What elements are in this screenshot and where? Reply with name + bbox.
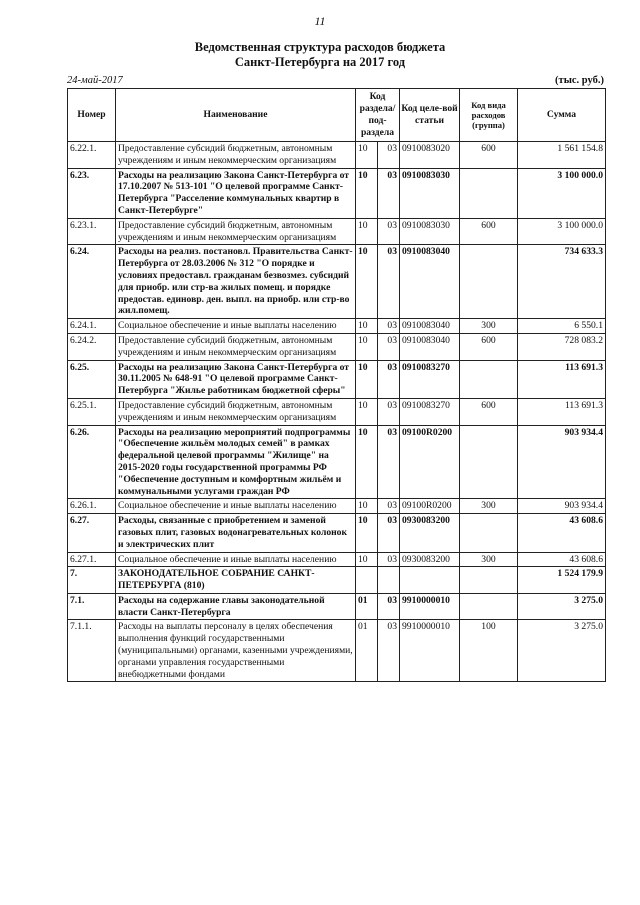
header-name: Наименование xyxy=(116,89,356,142)
row-target-code: 0910083270 xyxy=(400,360,460,398)
table-row xyxy=(68,218,606,245)
row-expense-kind xyxy=(460,593,518,620)
header-sum: Сумма xyxy=(518,89,606,142)
row-podrazdel: 03 xyxy=(378,552,400,567)
row-razdel: 01 xyxy=(356,620,378,682)
row-expense-kind: 600 xyxy=(460,333,518,360)
row-razdel: 10 xyxy=(356,398,378,425)
row-name: Социальное обеспечение и иные выплаты населению xyxy=(116,319,356,334)
row-podrazdel: 03 xyxy=(378,360,400,398)
row-target-code: 0910083020 xyxy=(400,142,460,169)
row-name: Социальное обеспечение и иные выплаты населению xyxy=(116,552,356,567)
row-target-code: 0930083200 xyxy=(400,514,460,552)
row-number: 6.22.1. xyxy=(68,142,116,169)
row-podrazdel: 03 xyxy=(378,319,400,334)
header-target: Код целе-вой статьи xyxy=(400,89,460,142)
row-razdel: 10 xyxy=(356,168,378,218)
header-number: Номер xyxy=(68,89,116,142)
row-sum: 43 608.6 xyxy=(518,552,606,567)
row-expense-kind xyxy=(460,245,518,319)
row-sum: 3 100 000.0 xyxy=(518,168,606,218)
row-razdel: 10 xyxy=(356,425,378,499)
row-target-code xyxy=(400,567,460,594)
title-line-2: Санкт-Петербурга на 2017 год xyxy=(234,55,406,69)
row-sum: 1 561 154.8 xyxy=(518,142,606,169)
row-target-code: 0910083030 xyxy=(400,218,460,245)
row-expense-kind: 100 xyxy=(460,620,518,682)
table-row xyxy=(68,499,606,514)
row-podrazdel: 03 xyxy=(378,245,400,319)
row-podrazdel: 03 xyxy=(378,333,400,360)
row-sum: 3 275.0 xyxy=(518,593,606,620)
row-name: Предоставление субсидий бюджетным, автономным учреждениям и иным некоммерческим организациям xyxy=(116,218,356,245)
row-sum: 113 691.3 xyxy=(518,360,606,398)
row-expense-kind: 300 xyxy=(460,499,518,514)
row-number: 6.23.1. xyxy=(68,218,116,245)
row-number: 6.26.1. xyxy=(68,499,116,514)
units-label: (тыс. руб.) xyxy=(555,75,604,86)
row-number: 6.23. xyxy=(68,168,116,218)
row-expense-kind xyxy=(460,514,518,552)
row-name: Расходы на реализацию мероприятий подпрограммы "Обеспечение жильём молодых семей" в рамках федеральной целевой программы "Жилище" на 2015-2020 годы государственной программы РФ "Обеспечение доступным и комфортным жильём и коммунальными услугами граждан РФ xyxy=(116,425,356,499)
row-expense-kind xyxy=(460,168,518,218)
table-row xyxy=(68,168,606,218)
table-row xyxy=(68,319,606,334)
row-razdel: 01 xyxy=(356,593,378,620)
table-row xyxy=(68,142,606,169)
table-row xyxy=(68,333,606,360)
row-number: 6.27. xyxy=(68,514,116,552)
row-sum: 903 934.4 xyxy=(518,425,606,499)
table-row xyxy=(68,245,606,319)
row-expense-kind: 600 xyxy=(460,142,518,169)
header-row xyxy=(68,89,606,142)
row-target-code: 0930083200 xyxy=(400,552,460,567)
row-podrazdel: 03 xyxy=(378,514,400,552)
row-number: 6.25. xyxy=(68,360,116,398)
row-expense-kind: 600 xyxy=(460,398,518,425)
row-razdel: 10 xyxy=(356,514,378,552)
row-name: Расходы на реализ. постановл. Правительства Санкт-Петербурга от 28.03.2006 № 312 "О порядке и условиях предоставл. гражданам безвозмез. субсидий для приобр. или стр-ва жилых помещ. и порядке предостав. единовр. ден. выпл. на приобр. или стр-во жил.помещ. xyxy=(116,245,356,319)
row-sum: 113 691.3 xyxy=(518,398,606,425)
row-number: 6.26. xyxy=(68,425,116,499)
row-expense-kind: 300 xyxy=(460,552,518,567)
row-number: 6.27.1. xyxy=(68,552,116,567)
row-razdel: 10 xyxy=(356,319,378,334)
row-expense-kind: 300 xyxy=(460,319,518,334)
row-razdel: 10 xyxy=(356,552,378,567)
row-name: Расходы на содержание главы законодательной власти Санкт-Петербурга xyxy=(116,593,356,620)
row-target-code: 0910083030 xyxy=(400,168,460,218)
document-date: 24-май-2017 xyxy=(67,75,123,86)
row-number: 7. xyxy=(68,567,116,594)
row-target-code: 9910000010 xyxy=(400,620,460,682)
row-target-code: 9910000010 xyxy=(400,593,460,620)
table-row xyxy=(68,567,606,594)
row-number: 7.1.1. xyxy=(68,620,116,682)
row-number: 6.24.2. xyxy=(68,333,116,360)
row-number: 6.25.1. xyxy=(68,398,116,425)
row-expense-kind: 600 xyxy=(460,218,518,245)
row-name: Расходы на реализацию Закона Санкт-Петербурга от 30.11.2005 № 648-91 "О целевой программе Санкт-Петербурга "Жилье работникам бюджетной сферы" xyxy=(116,360,356,398)
row-target-code: 09100R0200 xyxy=(400,499,460,514)
row-razdel xyxy=(356,567,378,594)
row-razdel: 10 xyxy=(356,218,378,245)
table-row xyxy=(68,514,606,552)
row-podrazdel: 03 xyxy=(378,142,400,169)
header-kind: Код вида расходов (группа) xyxy=(460,89,518,142)
row-name: Предоставление субсидий бюджетным, автономным учреждениям и иным некоммерческим организациям xyxy=(116,398,356,425)
row-name: Расходы на реализацию Закона Санкт-Петербурга от 17.10.2007 № 513-101 "О целевой программе Санкт-Петербурга "Расселение коммунальных квартир в Санкт-Петербурге" xyxy=(116,168,356,218)
row-razdel: 10 xyxy=(356,499,378,514)
header-section: Код раздела/ под-раздела xyxy=(356,89,400,142)
row-sum: 43 608.6 xyxy=(518,514,606,552)
row-podrazdel xyxy=(378,567,400,594)
row-sum: 3 275.0 xyxy=(518,620,606,682)
row-sum: 1 524 179.9 xyxy=(518,567,606,594)
row-sum: 3 100 000.0 xyxy=(518,218,606,245)
table-row xyxy=(68,425,606,499)
row-sum: 734 633.3 xyxy=(518,245,606,319)
row-expense-kind xyxy=(460,360,518,398)
row-sum: 903 934.4 xyxy=(518,499,606,514)
row-podrazdel: 03 xyxy=(378,499,400,514)
row-name: ЗАКОНОДАТЕЛЬНОЕ СОБРАНИЕ САНКТ-ПЕТЕРБУРГА (810) xyxy=(116,567,356,594)
row-name: Предоставление субсидий бюджетным, автономным учреждениям и иным некоммерческим организациям xyxy=(116,142,356,169)
row-target-code: 09100R0200 xyxy=(400,425,460,499)
page-number: 11 xyxy=(314,14,326,28)
row-razdel: 10 xyxy=(356,142,378,169)
row-number: 6.24. xyxy=(68,245,116,319)
table-row xyxy=(68,620,606,682)
row-number: 6.24.1. xyxy=(68,319,116,334)
row-expense-kind xyxy=(460,425,518,499)
document-title xyxy=(0,40,640,70)
row-razdel: 10 xyxy=(356,360,378,398)
row-target-code: 0910083040 xyxy=(400,333,460,360)
row-sum: 728 083.2 xyxy=(518,333,606,360)
row-podrazdel: 03 xyxy=(378,398,400,425)
row-podrazdel: 03 xyxy=(378,425,400,499)
row-podrazdel: 03 xyxy=(378,620,400,682)
table-row xyxy=(68,593,606,620)
row-expense-kind xyxy=(460,567,518,594)
row-name: Социальное обеспечение и иные выплаты населению xyxy=(116,499,356,514)
row-razdel: 10 xyxy=(356,333,378,360)
row-sum: 6 550.1 xyxy=(518,319,606,334)
table-row xyxy=(68,552,606,567)
table-row xyxy=(68,398,606,425)
row-name: Расходы на выплаты персоналу в целях обеспечения выполнения функций государственными (муниципальными) органами, казенными учреждениями, органами управления государственными внебюджетными фондами xyxy=(116,620,356,682)
row-razdel: 10 xyxy=(356,245,378,319)
row-number: 7.1. xyxy=(68,593,116,620)
row-name: Расходы, связанные с приобретением и заменой газовых плит, газовых водонагревательных колонок и электрических плит xyxy=(116,514,356,552)
title-line-1: Ведомственная структура расходов бюджета xyxy=(194,40,446,54)
budget-table xyxy=(67,88,606,682)
row-podrazdel: 03 xyxy=(378,218,400,245)
row-name: Предоставление субсидий бюджетным, автономным учреждениям и иным некоммерческим организациям xyxy=(116,333,356,360)
row-podrazdel: 03 xyxy=(378,593,400,620)
row-target-code: 0910083040 xyxy=(400,319,460,334)
row-podrazdel: 03 xyxy=(378,168,400,218)
row-target-code: 0910083040 xyxy=(400,245,460,319)
row-target-code: 0910083270 xyxy=(400,398,460,425)
table-row xyxy=(68,360,606,398)
